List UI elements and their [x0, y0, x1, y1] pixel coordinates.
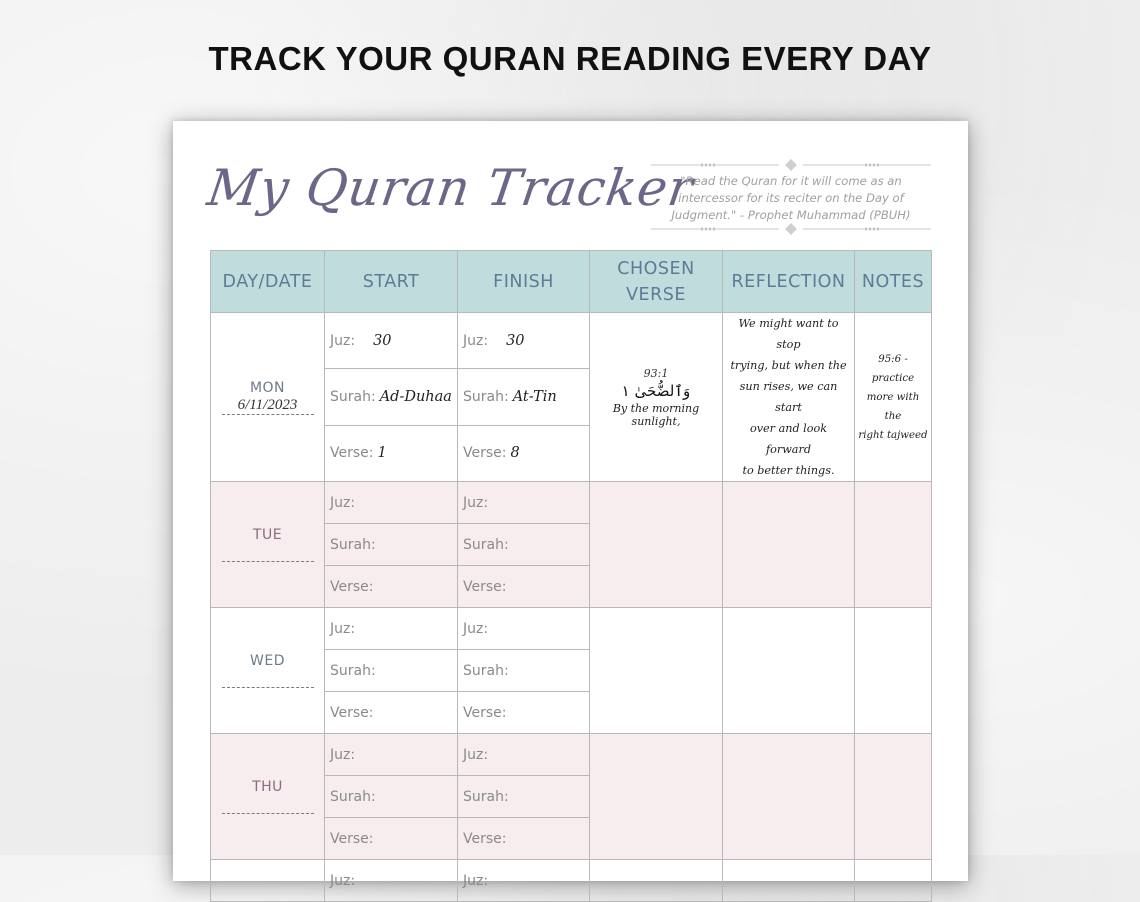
field-label: Juz:: [330, 746, 356, 763]
col-header-chosen-verse: [590, 251, 723, 313]
table-row: [211, 860, 932, 902]
col-header-notes: NOTES: [855, 251, 932, 313]
reflection-cell[interactable]: [723, 734, 855, 860]
chosen-verse-cell[interactable]: [590, 608, 723, 734]
finish-juz-field[interactable]: [458, 482, 590, 524]
verse-arabic: وَٱلضُّحَىٰ ١: [621, 381, 691, 400]
col-header-reflection: REFLECTION: [723, 251, 855, 313]
field-value: 8: [510, 445, 520, 462]
col-header-verse-line: VERSE: [626, 284, 686, 305]
notes-cell[interactable]: [855, 734, 932, 860]
start-juz-field[interactable]: [325, 860, 458, 902]
field-label: Surah:: [330, 388, 376, 405]
reflection-cell[interactable]: [723, 860, 855, 902]
field-label: Juz:: [330, 620, 356, 637]
field-label: Juz:: [330, 494, 356, 511]
reflection-cell[interactable]: [723, 313, 855, 482]
finish-juz-field[interactable]: [458, 608, 590, 650]
reflection-line: to better things.: [742, 464, 835, 477]
quote-line: Judgment." - Prophet Muhammad (PBUH): [671, 208, 911, 222]
col-header-chosen-line: CHOSEN: [617, 258, 695, 279]
notes-cell[interactable]: [855, 608, 932, 734]
field-label: Verse:: [330, 445, 374, 462]
field-label: Verse:: [463, 445, 507, 462]
field-label: Juz:: [463, 620, 489, 637]
quote-text: [651, 173, 931, 224]
col-header-start: START: [325, 251, 458, 313]
col-header-finish: FINISH: [458, 251, 590, 313]
reflection-cell[interactable]: [723, 482, 855, 608]
field-label: Verse:: [463, 578, 507, 595]
field-label: Surah:: [330, 788, 376, 805]
table-row: [211, 608, 932, 650]
reflection-line: sun rises, we can start: [739, 380, 838, 414]
finish-verse-field[interactable]: [458, 818, 590, 860]
reflection-line: We might want to stop: [738, 317, 839, 351]
field-label: Surah:: [463, 536, 509, 553]
chosen-verse-cell[interactable]: [590, 860, 723, 902]
start-juz-field[interactable]: [325, 482, 458, 524]
ornament-bottom-icon: [651, 223, 931, 235]
day-cell-wed: [211, 608, 325, 734]
field-label: Juz:: [463, 494, 489, 511]
start-verse-field[interactable]: [325, 818, 458, 860]
reflection-text: [723, 313, 854, 481]
table-row: [211, 482, 932, 524]
start-juz-field[interactable]: [325, 734, 458, 776]
date-field[interactable]: [222, 797, 314, 814]
field-label: Surah:: [463, 662, 509, 679]
notes-cell[interactable]: [855, 313, 932, 482]
finish-verse-field[interactable]: [458, 692, 590, 734]
table-row: [211, 313, 932, 369]
quote-line: "Read the Quran for it will come as an: [680, 174, 902, 188]
day-name: WED: [250, 653, 285, 669]
field-label: Juz:: [330, 332, 356, 349]
start-surah-field[interactable]: [325, 524, 458, 566]
date-field[interactable]: 6/11/2023: [222, 398, 314, 415]
field-label: Juz:: [330, 872, 356, 889]
start-juz-field[interactable]: [325, 608, 458, 650]
verse-reference: 93:1: [643, 366, 669, 380]
notes-line: more with the: [866, 391, 920, 422]
field-label: Verse:: [330, 830, 374, 847]
start-surah-field[interactable]: [325, 650, 458, 692]
field-label: Verse:: [463, 704, 507, 721]
field-value: Ad-Duhaa: [379, 388, 452, 405]
day-name: MON: [249, 379, 286, 396]
start-verse-field[interactable]: [325, 692, 458, 734]
field-value: At-Tin: [512, 388, 557, 405]
reflection-line: trying, but when the: [730, 359, 847, 372]
day-name: THU: [252, 779, 283, 795]
finish-verse-field[interactable]: [458, 425, 590, 481]
notes-text: [855, 350, 931, 445]
header-row: [211, 251, 932, 313]
finish-surah-field[interactable]: [458, 650, 590, 692]
field-label: Surah:: [463, 788, 509, 805]
finish-juz-field[interactable]: [458, 734, 590, 776]
field-value: 30: [506, 332, 525, 349]
start-verse-field[interactable]: [325, 425, 458, 481]
finish-juz-field[interactable]: [458, 313, 590, 369]
quote-box: [651, 159, 931, 235]
date-field[interactable]: [222, 545, 314, 562]
field-label: Juz:: [463, 872, 489, 889]
finish-surah-field[interactable]: [458, 776, 590, 818]
day-cell-next: [211, 860, 325, 902]
day-name: TUE: [252, 527, 283, 543]
notes-cell[interactable]: [855, 860, 932, 902]
notes-cell[interactable]: [855, 482, 932, 608]
chosen-verse-cell[interactable]: [590, 482, 723, 608]
day-cell-tue: [211, 482, 325, 608]
finish-verse-field[interactable]: [458, 566, 590, 608]
notes-line: 95:6 - practice: [871, 353, 915, 384]
field-label: Juz:: [463, 746, 489, 763]
field-value: 30: [373, 332, 392, 349]
field-value: 1: [377, 445, 387, 462]
date-field[interactable]: [222, 671, 314, 688]
start-surah-field[interactable]: [325, 369, 458, 425]
start-juz-field[interactable]: [325, 313, 458, 369]
field-label: Surah:: [330, 662, 376, 679]
tracker-title: My Quran Tracker: [203, 159, 698, 217]
reflection-line: over and look forward: [749, 422, 827, 456]
field-label: Surah:: [330, 536, 376, 553]
tracker-table: [210, 250, 932, 902]
finish-surah-field[interactable]: [458, 369, 590, 425]
tracker-sheet: [173, 121, 968, 889]
finish-surah-field[interactable]: [458, 524, 590, 566]
ornament-top-icon: [651, 159, 931, 171]
field-label: Juz:: [463, 332, 489, 349]
day-cell-mon: [211, 313, 325, 482]
chosen-verse-cell[interactable]: [590, 734, 723, 860]
headline: TRACK YOUR QURAN READING EVERY DAY: [208, 40, 932, 77]
col-header-day-date: DAY/DATE: [211, 251, 325, 313]
field-label: Verse:: [330, 578, 374, 595]
finish-juz-field[interactable]: [458, 860, 590, 902]
start-surah-field[interactable]: [325, 776, 458, 818]
verse-translation: By the morning sunlight,: [612, 401, 700, 428]
field-label: Verse:: [330, 704, 374, 721]
start-verse-field[interactable]: [325, 566, 458, 608]
quote-line: intercessor for its reciter on the Day of: [678, 191, 904, 205]
chosen-verse-cell[interactable]: [590, 313, 723, 482]
notes-line: right tajweed: [858, 429, 928, 441]
field-label: Verse:: [463, 830, 507, 847]
day-cell-thu: [211, 734, 325, 860]
field-label: Surah:: [463, 388, 509, 405]
table-row: [211, 734, 932, 776]
reflection-cell[interactable]: [723, 608, 855, 734]
